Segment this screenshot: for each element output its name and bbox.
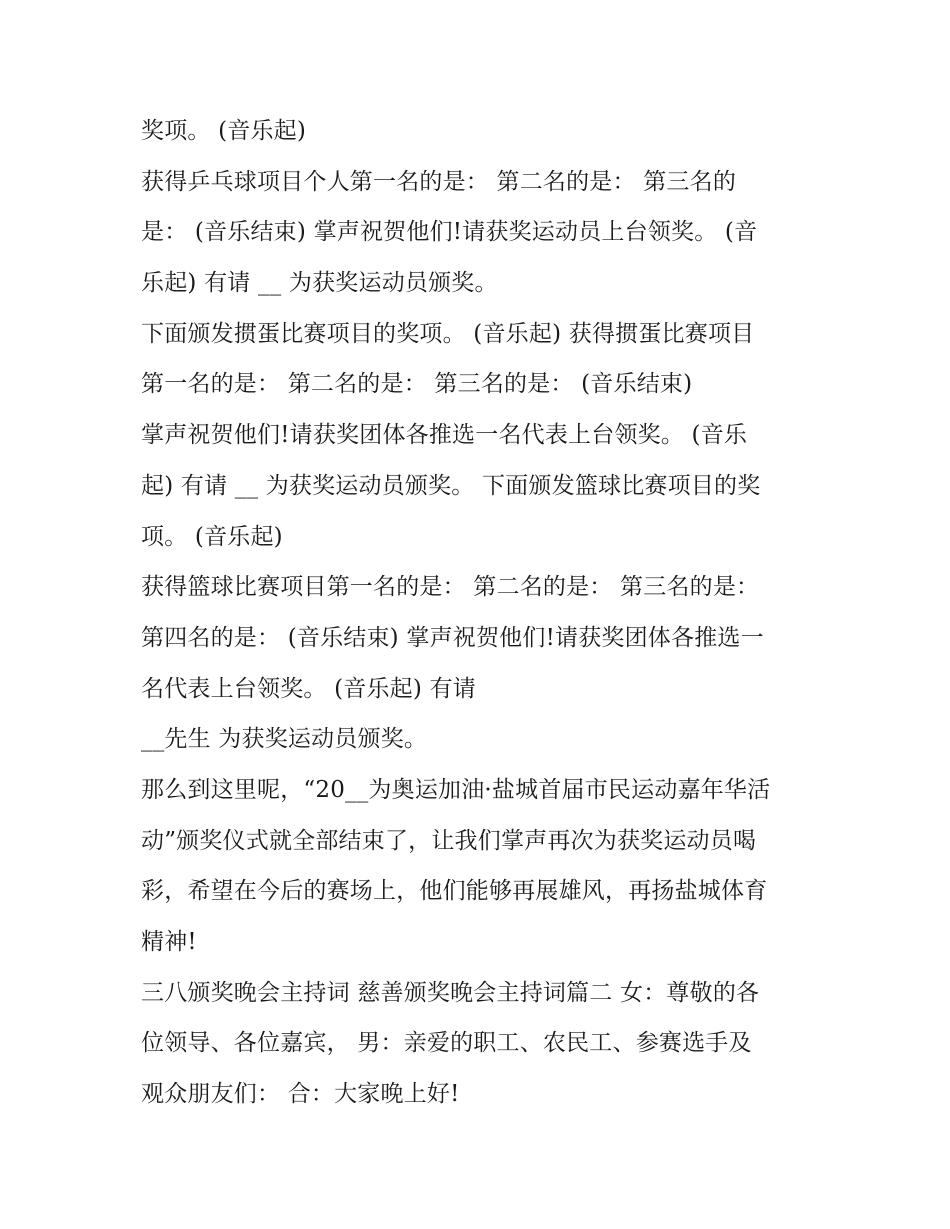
text-line: 是： (音乐结束) 掌声祝贺他们!请获奖运动员上台领奖。 (音: [141, 219, 758, 246]
text-line: 那么到这里呢，“20__为奥运加油·盐城首届市民运动嘉年华活: [141, 776, 771, 803]
text-line: 精神!: [141, 929, 197, 955]
text-line: __先生 为获奖运动员颁奖。: [141, 726, 428, 753]
text-line: 观众朋友们： 合：大家晚上好!: [141, 1081, 460, 1108]
text-line: 位领导、各位嘉宾， 男：亲爱的职工、农民工、参赛选手及: [141, 1030, 752, 1057]
text-line: 三八颁奖晚会主持词 慈善颁奖晚会主持词篇二 女：尊敬的各: [141, 979, 760, 1006]
text-line: 第一名的是： 第二名的是： 第三名的是： (音乐结束): [141, 371, 693, 398]
text-line: 起) 有请 __ 为获奖运动员颁奖。 下面颁发篮球比赛项目的奖: [141, 472, 761, 499]
text-line: 获得篮球比赛项目第一名的是： 第二名的是： 第三名的是：: [141, 574, 760, 601]
text-line: 第四名的是： (音乐结束) 掌声祝贺他们!请获奖团体各推选一: [141, 624, 764, 651]
text-line: 掌声祝贺他们!请获奖团体各推选一名代表上台领奖。 (音乐: [141, 422, 748, 449]
text-line: 下面颁发掼蛋比赛项目的奖项。 (音乐起) 获得掼蛋比赛项目: [141, 320, 755, 347]
text-line: 项。 (音乐起): [141, 523, 283, 550]
text-line: 动”颁奖仪式就全部结束了，让我们掌声再次为获奖运动员喝: [141, 827, 757, 854]
document-body: [141, 106, 821, 1120]
text-line: 名代表上台领奖。 (音乐起) 有请: [141, 675, 476, 702]
text-line: 乐起) 有请 __ 为获奖运动员颁奖。: [141, 270, 498, 297]
text-line: 彩，希望在今后的赛场上，他们能够再展雄风，再扬盐城体育: [141, 878, 768, 905]
text-line: 获得乒乓球项目个人第一名的是： 第二名的是： 第三名的: [141, 168, 737, 195]
text-line: 奖项。 (音乐起): [141, 118, 307, 144]
